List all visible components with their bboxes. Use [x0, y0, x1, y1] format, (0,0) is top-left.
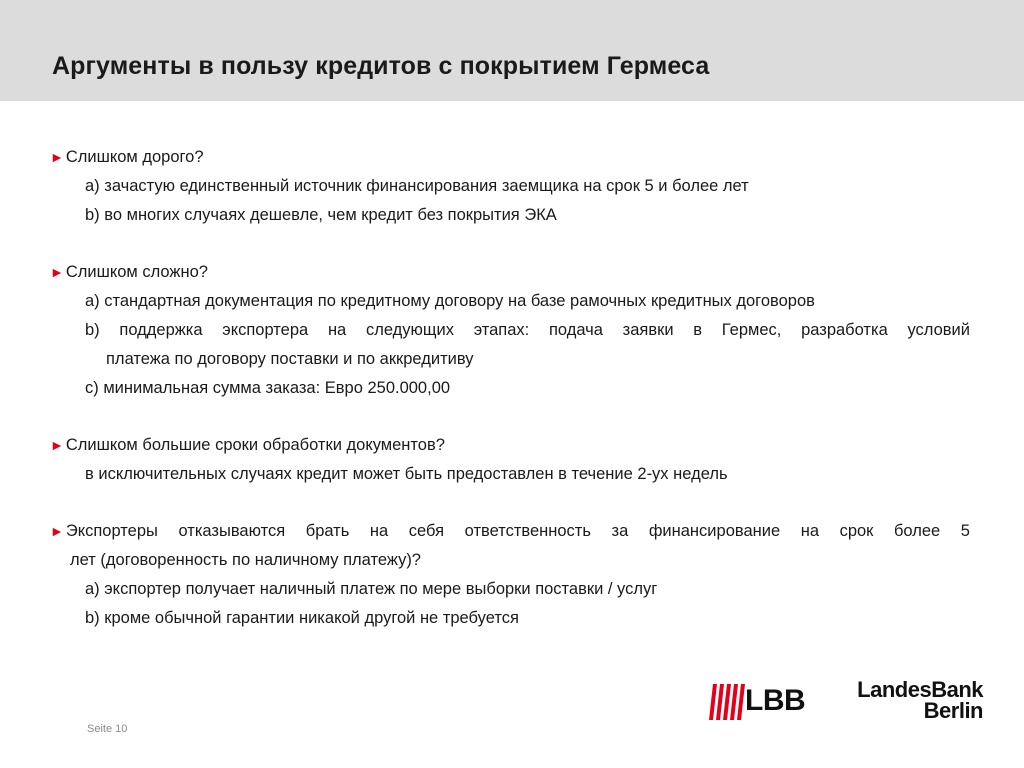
lbb-logo: [709, 682, 809, 722]
bullet-subitem: b) кроме обычной гарантии никакой другой не требуется: [85, 609, 519, 627]
page-number: Seite 10: [87, 723, 128, 735]
bullet-subitem: c) минимальная сумма заказа: Евро 250.000,00: [85, 379, 451, 397]
lbb-logo-text: LBB: [745, 684, 806, 717]
section-exporters: [50, 517, 970, 633]
bullet-heading-continuation: лет (договоренность по наличному платежу)?: [70, 551, 421, 569]
landesbank-berlin-logo: [843, 679, 983, 721]
bullet-subitem: в исключительных случаях кредит может быть предоставлен в течение 2-ух недель: [85, 465, 728, 483]
section-too-expensive: [50, 143, 970, 230]
header-bar: [0, 0, 1024, 101]
triangle-right-icon: ►: [50, 264, 64, 280]
triangle-right-icon: ►: [50, 149, 64, 165]
bullet-subitem: b) поддержка экспортера на следующих этапах: подача заявки в Гермес, разработка условий: [85, 321, 970, 339]
bullet-subitem: b) во многих случаях дешевле, чем кредит без покрытия ЭКА: [85, 206, 557, 224]
bullet-heading: [50, 143, 970, 172]
slide-content: [50, 143, 970, 661]
bullet-heading: [50, 517, 970, 546]
landesbank-logo-line: LandesBank: [857, 677, 983, 702]
triangle-right-icon: ►: [50, 523, 64, 539]
bullet-subitem-continuation: платежа по договору поставки и по аккредитиву: [106, 350, 474, 368]
bullet-subitem: a) зачастую единственный источник финансирования заемщика на срок 5 и более лет: [85, 177, 749, 195]
triangle-right-icon: ►: [50, 437, 64, 453]
lbb-stripes-icon: [709, 682, 745, 722]
bullet-heading: [50, 258, 970, 287]
bullet-subitem: a) стандартная документация по кредитному договору на базе рамочных кредитных договоров: [85, 292, 815, 310]
berlin-logo-line: Berlin: [923, 698, 983, 723]
bullet-heading: [50, 431, 970, 460]
bullet-heading-text: Экспортеры отказываются брать на себя ответственность за финансирование на срок более 5: [65, 522, 970, 540]
bullet-subitem: a) экспортер получает наличный платеж по мере выборки поставки / услуг: [85, 580, 658, 598]
section-too-complex: [50, 258, 970, 403]
bullet-heading-text: Слишком сложно?: [65, 263, 208, 281]
section-too-long: [50, 431, 970, 489]
bullet-heading-text: Слишком дорого?: [65, 148, 204, 166]
bullet-heading-text: Слишком большие сроки обработки документов?: [65, 436, 445, 454]
slide-title: Аргументы в пользу кредитов с покрытием Гермеса: [52, 52, 710, 80]
